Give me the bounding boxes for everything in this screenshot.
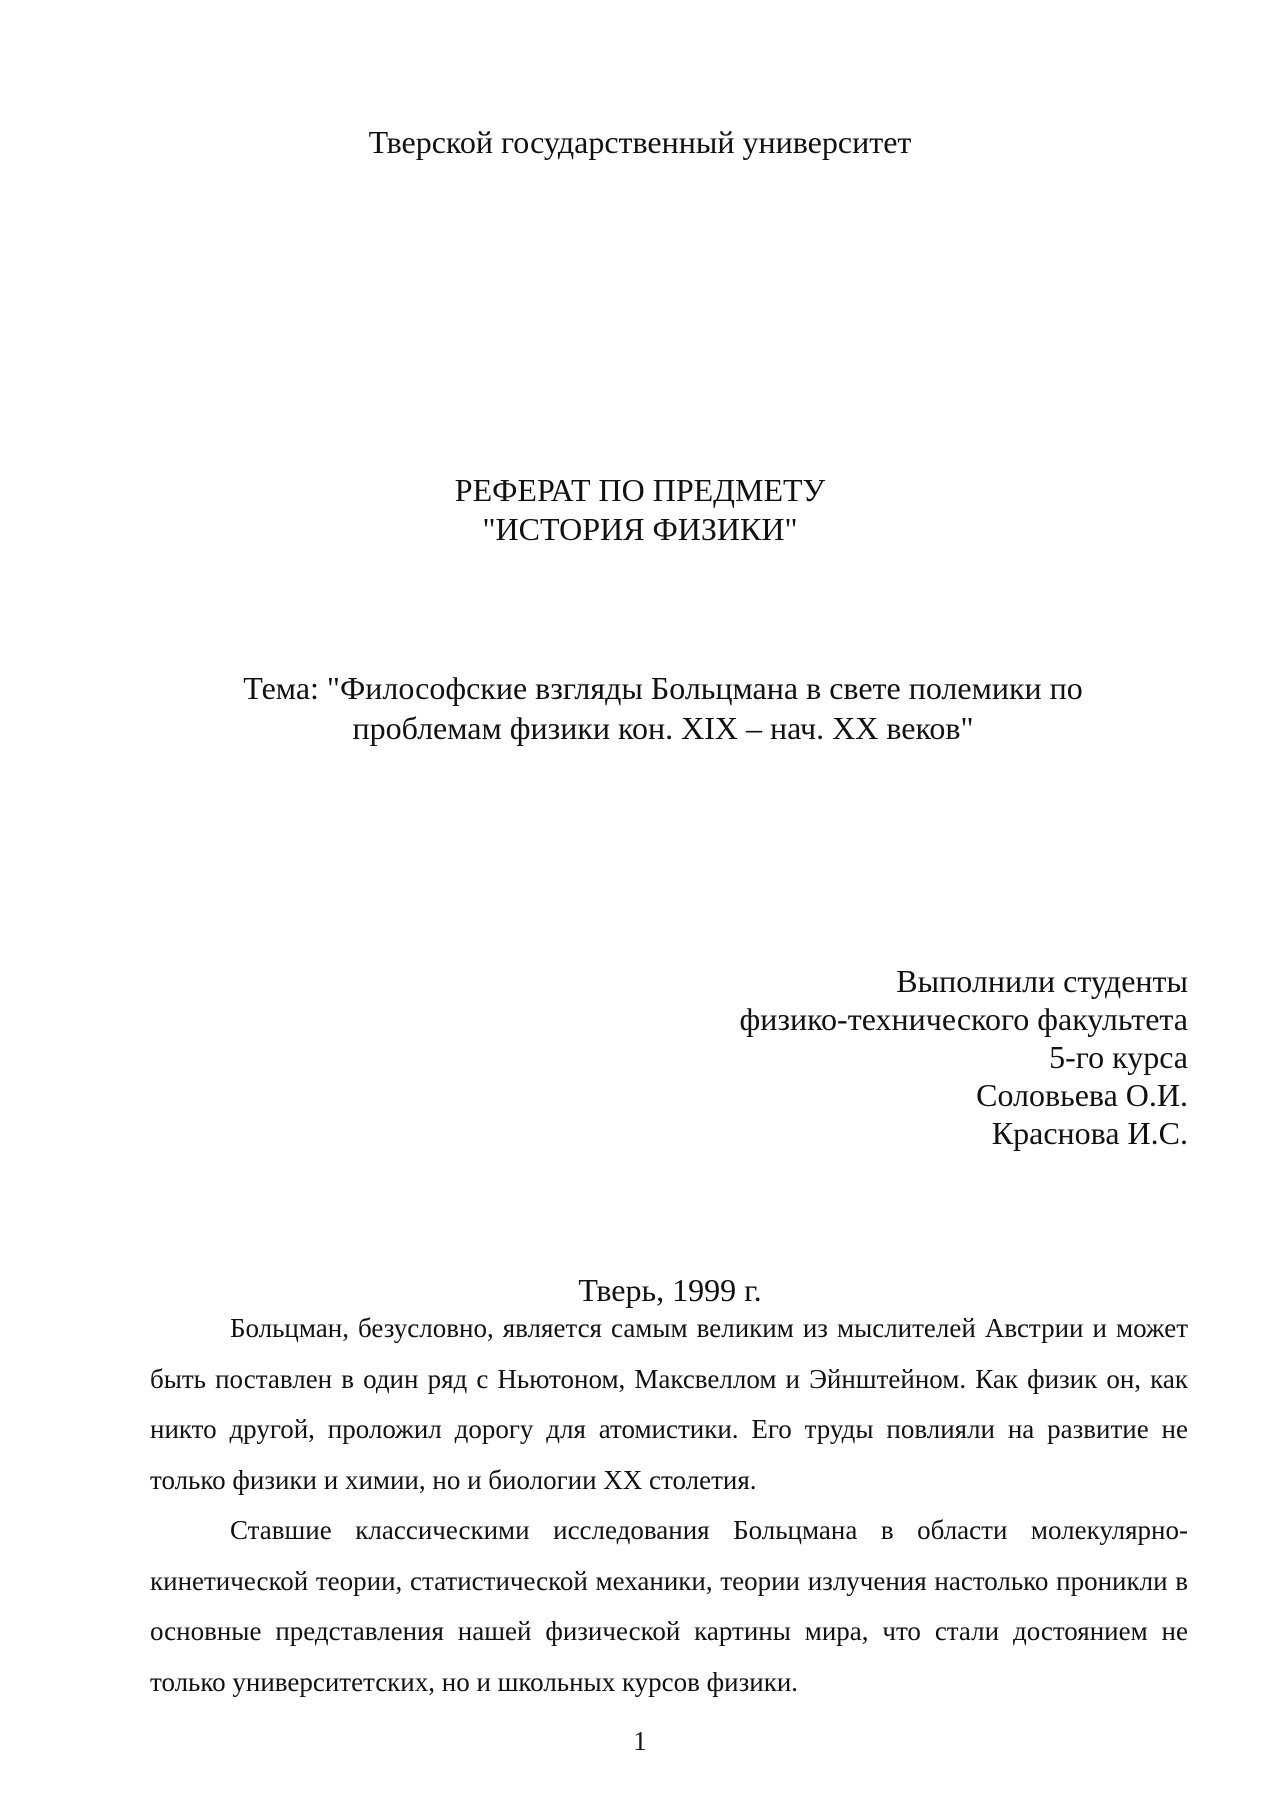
topic-line-2: проблемам физики кон. XIX – нач. XX веков" [352, 710, 974, 746]
author-name-1: Соловьева О.И. [976, 1077, 1188, 1113]
report-title-line-2: "ИСТОРИЯ ФИЗИКИ" [482, 511, 798, 547]
paragraph-2: Ставшие классическими исследования Больцмана в области молекулярно-кинетической теории, статистической механики, теории излучения настолько проникли в основные представления нашей физической картины мира, что стали достоянием не только университетских, но и школьных курсов физики. [150, 1515, 1188, 1697]
place-year: Тверь, 1999 г. [578, 1272, 762, 1308]
authors-line-2: физико-технического факультета [739, 1001, 1188, 1037]
authors-line-1: Выполнили студенты [896, 963, 1188, 999]
authors-line-3: 5-го курса [1049, 1039, 1188, 1075]
topic-line-1: Тема: "Философские взгляды Больцмана в свете полемики по [243, 670, 1083, 706]
paragraph-1: Больцман, безусловно, является самым великим из мыслителей Австрии и может быть поставлен в один ряд с Ньютоном, Максвеллом и Эйнштейном. Как физик он, как никто другой, проложил дорогу для атомистики. Его труды повлияли на развитие не только физики и химии, но и биологии XX столетия. [150, 1313, 1188, 1495]
body-text [150, 1303, 1188, 1707]
university-name: Тверской государственный университет [368, 124, 912, 160]
report-title-line-1: РЕФЕРАТ ПО ПРЕДМЕТУ [454, 472, 826, 508]
author-name-2: Краснова И.С. [991, 1115, 1188, 1151]
page-number: 1 [633, 1726, 647, 1756]
